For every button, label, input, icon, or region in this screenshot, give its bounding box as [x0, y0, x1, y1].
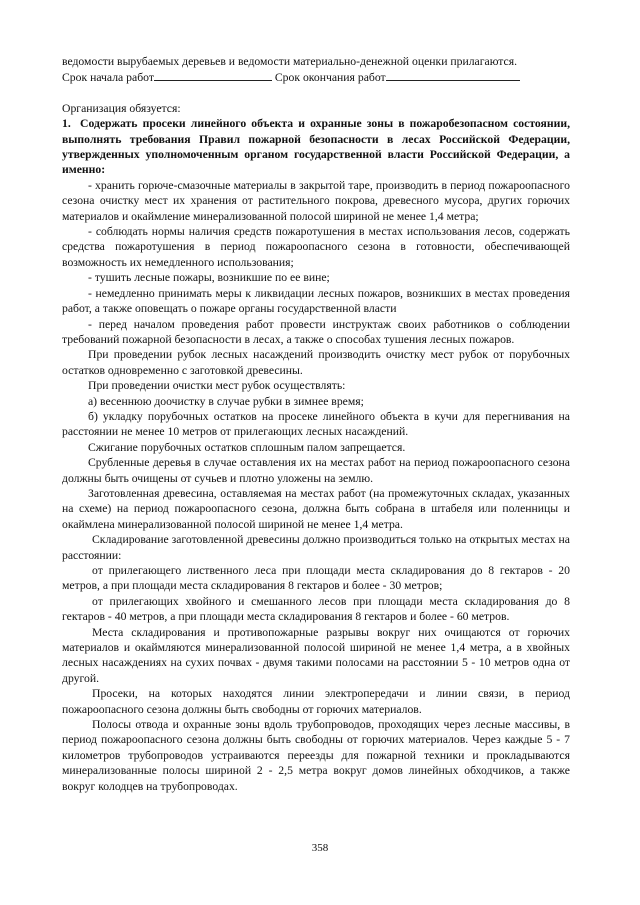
start-date-blank	[154, 69, 272, 81]
paragraph: от прилегающих хвойного и смешанного лесов при площади места складирования до 8 гектаров - 40 метров, а при площади места складирования 8 гектаров и более - 60 метров.	[62, 594, 570, 624]
paragraph: - немедленно принимать меры к ликвидации лесных пожаров, возникших в местах проведения работ, а также оповещать о пожаре органы государственной власти	[62, 286, 570, 316]
paragraph: от прилегающего лиственного леса при площади места складирования до 8 гектаров - 20 метров, а при площади места складирования 8 гектаров и более - 30 метров;	[62, 564, 570, 593]
document-page	[62, 54, 570, 794]
end-date-blank	[386, 69, 520, 81]
paragraph: Полосы отвода и охранные зоны вдоль трубопроводов, проходящих через лесные массивы, в период пожароопасного сезона должны быть свободны от горючих материалов. Через каждые 5 - 7 километров трубопроводов устраиваются переезды для пожарной техники и прокладываются минерализованные полосы шириной 2 - 2,5 метра вокруг домов линейных обходчиков, а также вокруг колодцев на трубопроводах.	[62, 718, 570, 793]
intro-text: ведомости вырубаемых деревьев и ведомости материально-денежной оценки прилагаются.	[62, 55, 518, 68]
paragraph: Складирование заготовленной древесины должно производиться только на открытых местах на расстоянии:	[62, 533, 570, 562]
paragraph: Заготовленная древесина, оставляемая на местах работ (на промежуточных складах, указанных на схеме) на период пожароопасного сезона, должна быть собрана в штабеля или поленницы и окаймлена минерализованной полосой шириной не менее 1,4 метра.	[62, 486, 570, 531]
spacer	[62, 86, 570, 101]
paragraph: При проведении очистки мест рубок осуществлять:	[88, 379, 346, 393]
organization-label: Организация обязуется:	[62, 101, 181, 115]
paragraph: Просеки, на которых находятся линии электропередачи и линии связи, в период пожароопасного сезона должны быть свободны от горючих материалов.	[62, 687, 570, 716]
paragraph: - соблюдать нормы наличия средств пожаротушения в местах использования лесов, содержать средства пожаротушения в период пожароопасного сезона в готовности, обеспечивающей возможность их немедленного использования;	[62, 225, 570, 269]
section-number: 1.	[62, 117, 71, 131]
paragraph: а) весеннюю доочистку в случае рубки в зимнее время;	[88, 394, 364, 408]
section-heading-text: Содержать просеки линейного объекта и охранные зоны в пожаробезопасном состоянии, выполнять требования Правил пожарной безопасности в лесах Российской Федерации, утвержденных уполномоченным органом государственной власти Российской Федерации, а именно:	[62, 117, 570, 177]
paragraph: - перед началом проведения работ провести инструктаж своих работников о соблюдении требований пожарной безопасности в лесах, а также о способах тушения лесных пожаров.	[62, 317, 570, 346]
page-number: 358	[311, 842, 329, 854]
paragraph: Сжигание порубочных остатков сплошным палом запрещается.	[88, 440, 406, 454]
work-dates-line	[62, 69, 570, 85]
paragraph: Места складирования и противопожарные разрывы вокруг них очищаются от горючих материалов и окаймляются минерализованной полосой шириной не менее 1,4 метра, а в хвойных лесных насаждениях на сухих почвах - двумя такими полосами на расстоянии 5 - 10 метров одна от другой.	[62, 625, 570, 685]
end-date-label: Срок окончания работ	[274, 71, 386, 85]
paragraph: Срубленные деревья в случае оставления их на местах работ на период пожароопасного сезона должны быть очищены от сучьев и плотно уложены на землю.	[62, 456, 570, 485]
section-heading	[62, 116, 570, 178]
paragraph: - тушить лесные пожары, возникшие по ее вине;	[88, 271, 330, 285]
paragraph: - хранить горюче-смазочные материалы в закрытой таре, производить в период пожароопасного сезона очистку мест их хранения от растительного покрова, древесного мусора, других горючих материалов и окаймление минерализованной полосой шириной не менее 1,4 метра;	[62, 178, 570, 223]
paragraph: б) укладку порубочных остатков на просеке линейного объекта в кучи для перегнивания на расстоянии не менее 10 метров от прилегающих лесных насаждений.	[62, 409, 570, 439]
paragraph: При проведении рубок лесных насаждений производить очистку мест рубок от порубочных остатков одновременно с заготовкой древесины.	[62, 348, 570, 377]
start-date-label: Срок начала работ	[62, 71, 154, 85]
